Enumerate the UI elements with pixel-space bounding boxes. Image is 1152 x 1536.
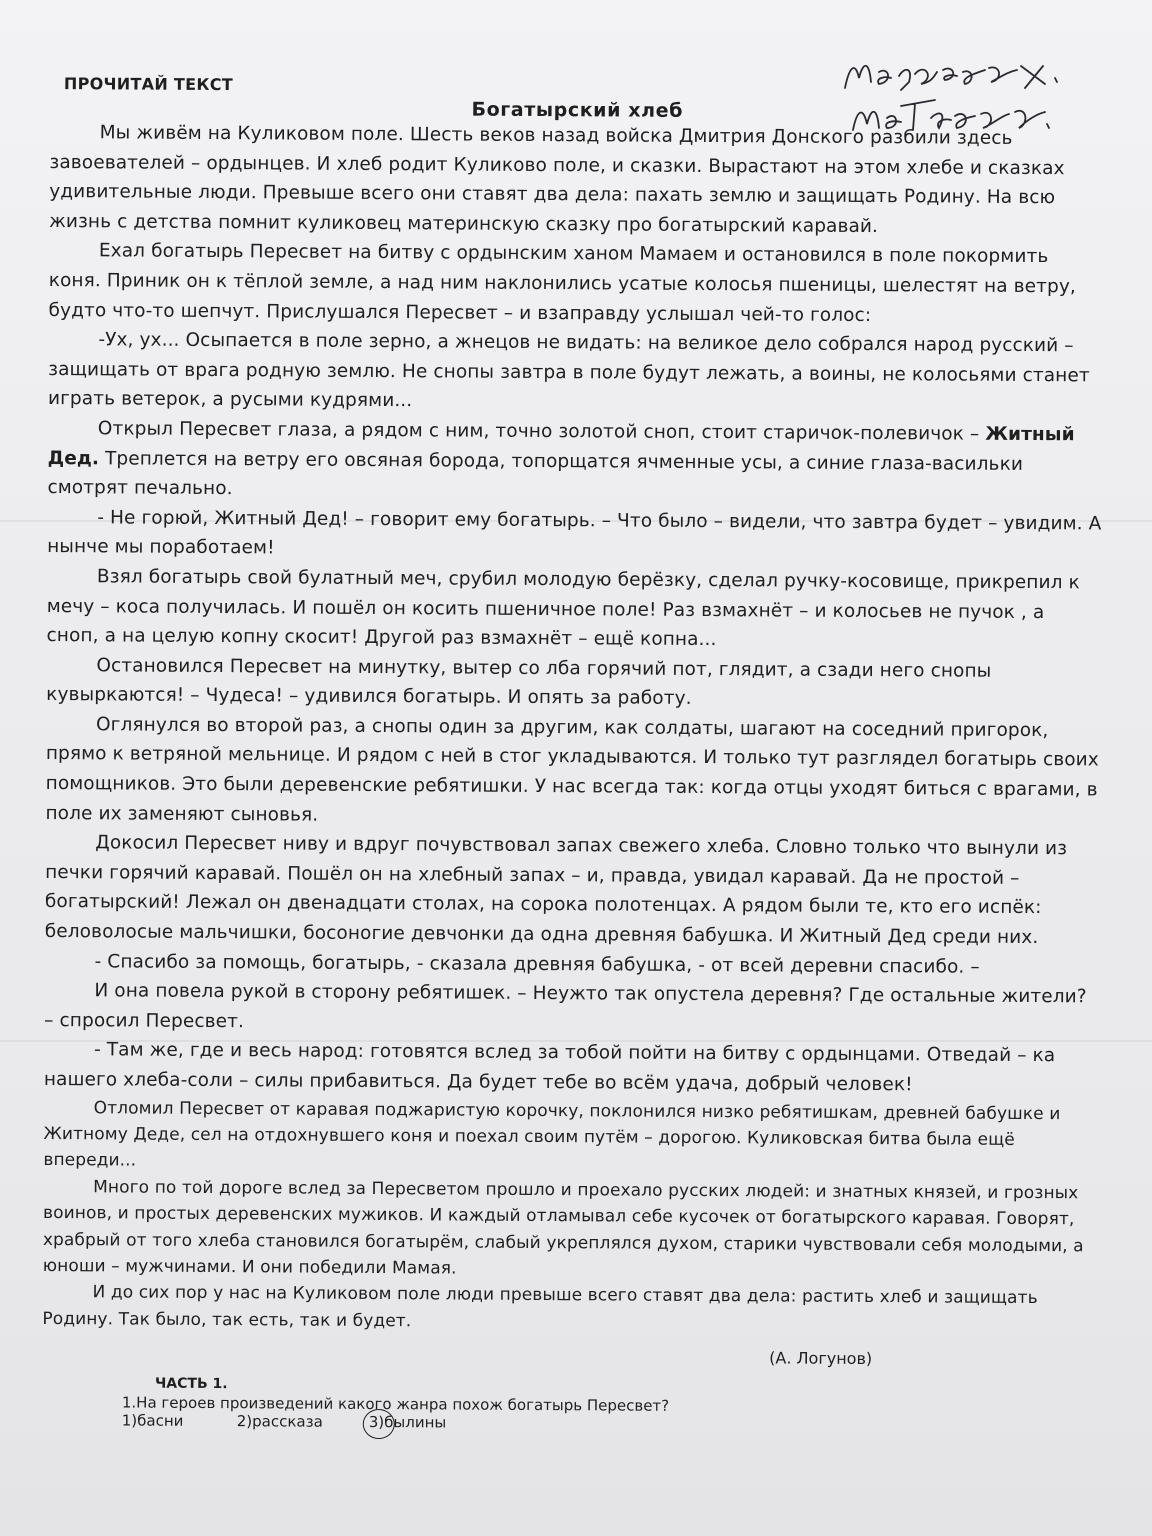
author-attribution: (А. Логунов) [769,1348,873,1369]
paragraph: - Там же, где и весь народ: готовятся вслед за тобой пойти на битву с ордынцами. Отведай – ка нашего хлеба-соли – силы прибавиться. Да будет тебе во всём удача, добрый человек! [43,1039,1056,1096]
paragraph: - Не горюй, Житный Дед! – говорит ему богатырь. – Что было – видели, что завтра будет – увидим. А нынче мы поработаем! [47,507,1102,559]
paragraph: Оглянулся во второй раз, а снопы один за другим, как солдаты, шагают на соседний пригорок, прямо к ветряной мельнице. И рядом с ней в стог укладываются. И только тут разглядел богатырь своих помощников. Это были деревенские ребятишки. У нас всегда так: когда отцы уходят биться с врагами, в поле их заменяют сыновья. [45,714,1099,826]
answer-circle-mark [363,1409,395,1439]
paragraph: Много по той дороге вслед за Пересветом прошло и проехало русских людей: и знатных князей, и грозных воинов, и простых деревенских мужиков. И каждый отламывал себе кусочек от богатырского каравая. Говорят, храбрый от того хлеба становился богатырём, слабый укреплялся духом, старики чувствовали себя молодыми, а юноши – мужчинами. И они победили Мамая. [42,1177,1084,1279]
answer-option: 1)басни [121,1411,184,1431]
paragraph: -Ух, ух... Осыпается в поле зерно, а жнецов не видать: на великое дело собрался народ русский – защищать от врага родную землю. Не снопы завтра в поле будут лежать, а воины, не колосьями станет играть ветерок, а русыми кудрями... [47,329,1090,412]
answer-option-selected [369,1413,447,1431]
paragraph: Мы живём на Куликовом поле. Шесть веков назад войска Дмитрия Донского разбили здесь завоевателей – ордынцев. И хлеб родит Куликово поле, и сказки. Вырастают на этом хлебе и сказках удивительные люди. Превыше всего они ставят два дела: пахать землю и защищать Родину. На всю жизнь с детства помнит куликовец материнскую сказку про богатырский каравай. [49,122,1065,237]
paragraph: - Спасибо за помощь, богатырь, - сказала древняя бабушка, - от всей деревни спасибо. – [94,950,980,978]
paragraph: Отломил Пересвет от каравая поджаристую корочку, поклонился низко ребятишкам, древней бабушке и Житному Деде, сел на отдохнувшего коня и поехал своим путём – дорогою. Куликовская битва была ещё впереди... [43,1097,1061,1171]
paragraph: Взял богатырь свой булатный меч, срубил молодую берёзку, сделал ручку-косовище, прикрепил к мечу – коса получилась. И пошёл он косить пшеничное поле! Раз взмахнёт – и колосьев не пучок , а сноп, а на целую копну скосит! Другой раз взмахнёт – ещё копна... [46,566,1080,651]
paragraph [47,414,1103,509]
paragraph-text: Треплется на ветру его овсяная борода, топорщатся ячменные усы, а синие глаза-васильки смотрят печально. [47,447,1024,500]
paragraph: Остановился Пересвет на минутку, вытер со лба горячий пот, глядит, а сзади него снопы кувыркаются! – Чудеса! – удивился богатырь. И опять за работу. [46,654,992,710]
part-heading: ЧАСТЬ 1. [154,1375,228,1393]
bold-character-name: Житный Дед. [47,423,1075,469]
paragraph-text: Открыл Пересвет глаза, а рядом с ним, точно золотой сноп, стоит старичок-полевичок – [97,418,980,445]
paragraph: Докосил Пересвет ниву и вдруг почувствовал запах свежего хлеба. Словно только что вынули из печки горячий каравай. Пошёл он на хлебный запах – и, правда, увидал каравай. Да не простой – богатырский! Лежал он двенадцати столах, на сорока полотенцах. А рядом были те, кто его испёк: беловолосые мальчишки, босоногие девчонки да одна древняя бабушка. И Житный Дед среди них. [44,832,1068,949]
paragraph: И до сих пор у нас на Куликовом поле люди превыше всего ставят два дела: растить хлеб и защищать Родину. Так было, так есть, так и будет. [42,1282,1038,1332]
story-title: Богатырский хлеб [471,98,684,122]
paragraph: И она повела рукой в сторону ребятишек. – Неужто так опустела деревня? Где остальные жители? – спросил Пересвет. [44,980,1087,1033]
answer-option: 2)рассказа [236,1412,323,1431]
paragraph: Ехал богатырь Пересвет на битву с ордынским ханом Мамаем и остановился в поле покормить коня. Приник он к тёплой земле, а над ним наклонились усатые колосья пшеницы, шелестят на ветру, будто что-то шепчут. Прислушался Пересвет – и взаправду услышал чей-то голос: [48,240,1076,326]
document-body [42,74,1105,1436]
instruction-heading: ПРОЧИТАЙ ТЕКСТ [63,74,234,95]
question-text: 1.На героев произведений какого жанра похож богатырь Пересвет? [121,1393,670,1416]
answer-option-label: 3)былины [368,1413,447,1432]
